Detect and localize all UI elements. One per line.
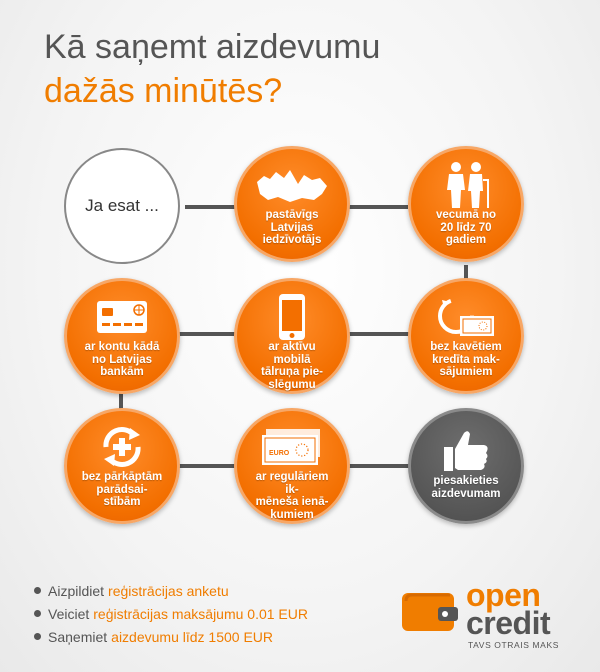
bullet-icon (34, 610, 41, 617)
regular-income-label: ar regulāriem ik- mēneša ienā- kumiem (255, 471, 329, 521)
euro-note-text: EURO (269, 450, 290, 457)
mobile-circle (234, 278, 350, 394)
apply-label: piesakieties aizdevumam (431, 475, 501, 500)
list-item (34, 625, 308, 648)
bullet-icon (34, 633, 41, 640)
bullet-icon (34, 587, 41, 594)
refresh-plus-icon (98, 425, 146, 469)
resident-circle (234, 146, 350, 262)
euro-banknotes-icon (260, 425, 324, 469)
regular-income-circle (234, 408, 350, 524)
step-text: Saņemiet (48, 628, 108, 645)
bank-account-circle (64, 278, 180, 394)
list-item (34, 602, 308, 625)
latvia-map-icon (254, 163, 330, 207)
opencredit-logo[interactable] (398, 577, 578, 653)
age-label: vecumā no 20 līdz 70 gadiem (435, 209, 497, 246)
clock-euro-note-icon (434, 295, 498, 339)
apply-circle[interactable] (408, 408, 524, 524)
mobile-label: ar aktīvu mobilā tālruņa pie- slēgumu (261, 341, 323, 391)
age-circle (408, 146, 524, 262)
no-delays-circle (408, 278, 524, 394)
no-delays-label: bez kavētiem kredīta mak- sājumiem (430, 341, 502, 378)
no-overdue-label: bez pārkāptām parādsai- stībām (81, 471, 163, 508)
step-highlight: aizdevumu līdz 1500 EUR (111, 628, 274, 645)
intro-label: Ja esat ... (85, 195, 159, 215)
title-line-1: Kā saņemt aizdevumu (44, 28, 381, 66)
title-line-2: dažās minūtēs? (44, 72, 283, 110)
logo-tagline: TAVS OTRAIS MAKS (468, 640, 559, 650)
step-highlight: reģistrācijas anketu (108, 582, 229, 599)
thumbs-up-icon (442, 429, 490, 473)
logo-open-text: open (466, 577, 541, 613)
step-text: Veiciet (48, 605, 90, 622)
wallet-icon (398, 585, 462, 635)
elderly-couple-icon (436, 163, 496, 207)
logo-credit-text: credit (466, 605, 551, 641)
steps-list (34, 579, 308, 648)
step-text: Aizpildiet (48, 582, 105, 599)
intro-circle (64, 148, 180, 264)
list-item (34, 579, 308, 602)
resident-label: pastāvīgs Latvijas iedzīvotājs (262, 209, 322, 246)
no-overdue-circle (64, 408, 180, 524)
smartphone-icon (277, 295, 307, 339)
bank-card-icon (95, 295, 149, 339)
step-highlight: reģistrācijas maksājumu 0.01 EUR (93, 605, 308, 622)
bank-account-label: ar kontu kādā no Latvijas bankām (84, 341, 160, 378)
